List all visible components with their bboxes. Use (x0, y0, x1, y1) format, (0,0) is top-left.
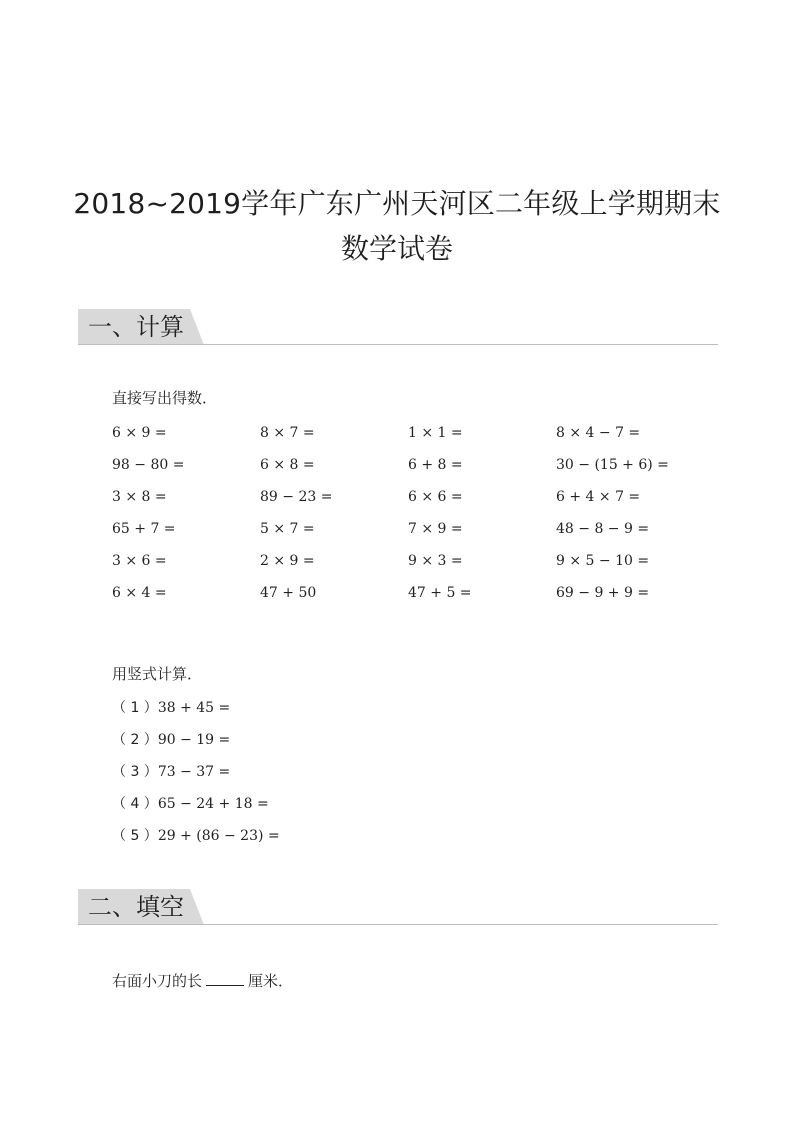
expression: 47 + 5 = (408, 585, 472, 601)
expression: 69 − 9 + 9 = (556, 585, 650, 601)
expression: 1 × 1 = (408, 425, 463, 441)
vertical-item (112, 699, 280, 731)
expression: 65 + 7 = (112, 521, 176, 537)
expression: 6 × 6 = (408, 489, 463, 505)
expression: 48 − 8 − 9 = (556, 521, 650, 537)
fill-blank-question (112, 971, 293, 990)
vertical-item (112, 763, 280, 795)
item-expression: 38 + 45 = (157, 700, 231, 716)
section-rule (78, 924, 718, 926)
answer-blank[interactable] (206, 971, 244, 986)
expression: 8 × 4 − 7 = (556, 425, 641, 441)
vertical-calculation-list (112, 699, 280, 859)
section-title: 一、计算 (88, 313, 184, 341)
exam-title-line-2: 数学试卷 (340, 232, 453, 265)
expression: 98 − 80 = (112, 457, 185, 473)
item-number: （ 1 ） (112, 700, 158, 716)
expression: 9 × 3 = (408, 553, 463, 569)
expression: 6 + 4 × 7 = (556, 489, 641, 505)
expression: 47 + 50 (260, 585, 317, 601)
item-expression: 29 + (86 − 23) = (157, 828, 280, 844)
question-text-after: 厘米． (248, 972, 294, 990)
exam-title-line-1: 2018~2019学年广东广州天河区二年级上学期期末 (73, 187, 721, 220)
item-number: （ 4 ） (112, 796, 158, 812)
expression: 9 × 5 − 10 = (556, 553, 650, 569)
instruction-vertical-calculation: 用竖式计算． (112, 665, 203, 683)
expression: 3 × 8 = (112, 489, 167, 505)
item-expression: 73 − 37 = (157, 764, 231, 780)
oral-calculation-grid (112, 424, 704, 616)
section-header-fill-blank (78, 889, 718, 925)
vertical-item (112, 795, 280, 827)
expression: 3 × 6 = (112, 553, 167, 569)
vertical-item (112, 827, 280, 859)
expression: 6 + 8 = (408, 457, 463, 473)
expression: 2 × 9 = (260, 553, 315, 569)
expression: 8 × 7 = (260, 425, 315, 441)
question-text-before: 右面小刀的长 (112, 972, 203, 990)
instruction-direct-answer: 直接写出得数． (112, 389, 218, 407)
section-header-calculation (78, 309, 718, 345)
item-expression: 65 − 24 + 18 = (157, 796, 269, 812)
expression: 5 × 7 = (260, 521, 315, 537)
expression: 6 × 4 = (112, 585, 167, 601)
item-number: （ 2 ） (112, 732, 158, 748)
section-title: 二、填空 (88, 893, 184, 921)
expression: 30 − (15 + 6) = (556, 457, 669, 473)
item-number: （ 3 ） (112, 764, 158, 780)
item-expression: 90 − 19 = (157, 732, 231, 748)
vertical-item (112, 731, 280, 763)
item-number: （ 5 ） (112, 828, 158, 844)
section-rule (78, 344, 718, 346)
expression: 6 × 9 = (112, 425, 167, 441)
expression: 7 × 9 = (408, 521, 463, 537)
expression: 89 − 23 = (260, 489, 333, 505)
expression: 6 × 8 = (260, 457, 315, 473)
